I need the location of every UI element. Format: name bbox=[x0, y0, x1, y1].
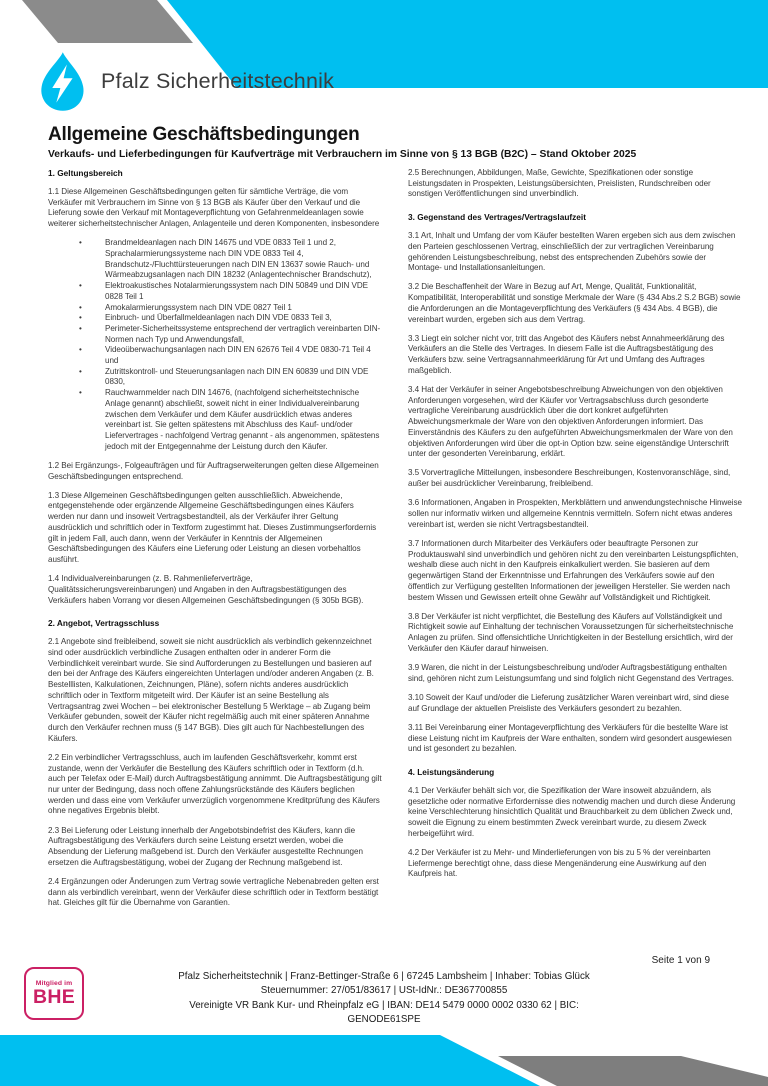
footer bbox=[84, 970, 684, 1027]
page-title: Allgemeine Geschäftsbedingungen bbox=[48, 124, 360, 145]
page-number: Seite 1 von 9 bbox=[651, 955, 710, 966]
paragraph: 3.6 Informationen, Angaben in Prospekten, Merkblättern und anwendungstechnische Hinweise sollen nur informativ wirken und allgemeine Kenntnis vermitteln. Sofern nicht etwas anderes vereinbart ist, werden sie nicht Vertragsbestandteil. bbox=[408, 498, 742, 529]
section-heading: 3. Gegenstand des Vertrages/Vertragslaufzeit bbox=[408, 212, 586, 223]
din-standards-list bbox=[48, 238, 382, 452]
right-column bbox=[408, 168, 742, 917]
bullet-item: • Brandmeldeanlagen nach DIN 14675 und VDE 0833 Teil 1 und 2, Sprachalarmierungssysteme nach DIN VDE 0833 Teil 4, Brandschutz-/Fluchttürsteuerungen nach DIN EN 13637 sowie Rauch- und Wärmeabzugsanlagen nach DIN 18232 (Anlagentechnischer Brandschutz), bbox=[105, 238, 382, 281]
paragraph: 4.1 Der Verkäufer behält sich vor, die Spezifikation der Ware insoweit abzuändern, als gesetzliche oder normative Erfordernisse dies notwendig machen und durch diese Änderung keine Verschlechterung hinsichtlich Qualität und Brauchbarkeit zu dem üblichen Zweck und, soweit die Eignung zu einem bestimmten Zweck vereinbart wurde, zu diesem Zweck herbeigeführt wird. bbox=[408, 785, 736, 838]
paragraph: 1.2 Bei Ergänzungs-, Folgeaufträgen und für Auftragserweiterungen gelten diese Allgemeinen Geschäftsbedingungen entsprechend. bbox=[48, 460, 379, 481]
lightning-bolt-flame-icon bbox=[36, 50, 88, 113]
bullet-item: • Zutrittskontroll- und Steuerungsanlagen nach DIN EN 60839 und DIN VDE 0830, bbox=[105, 367, 382, 388]
bullet-item: • Videoüberwachungsanlagen nach DIN EN 62676 Teil 4 VDE 0830-71 Teil 4 und bbox=[105, 345, 382, 366]
bhe-membership-badge bbox=[24, 967, 84, 1020]
bullet-item: • Amokalarmierungssystem nach DIN VDE 0827 Teil 1 bbox=[105, 303, 382, 314]
paragraph: 1.4 Individualvereinbarungen (z. B. Rahmenlieferverträge, Qualitätssicherungsvereinbarungen) und Angaben in den Auftragsbestätigungen des Verkäufers haben Vorrang vor diesen Allgemeinen Geschäftsbedingungen (§ 305b BGB). bbox=[48, 574, 364, 605]
footer-tax-line: Steuernummer: 27/051/83617 | USt-IdNr.: DE367700855 bbox=[260, 985, 508, 997]
paragraph: 2.4 Ergänzungen oder Änderungen zum Vertrag sowie vertragliche Nebenabreden gelten erst dann als verbindlich vereinbart, wenn der Verkäufer diese schriftlich oder in Textform bestätigt hat. Gleiches gilt für die Übernahme von Garantien. bbox=[48, 876, 379, 908]
bullet-item: • Rauchwarnmelder nach DIN 14676, (nachfolgend sicherheitstechnische Anlage genannt) abschließt, soweit nicht in einer Individualvereinbarung zwischen dem Verkäufer und dem Käufer ausdrücklich etwas anderes vereinbart ist. Sie gelten spätestens mit Abschluss des Kauf- und/oder Liefervertrages - nachfolgend Vertrag genannt - als angenommen, spätestens jedoch mit der Entgegennahme der Leistung durch den Käufer. bbox=[105, 388, 382, 452]
paragraph: 3.1 Art, Inhalt und Umfang der vom Käufer bestellten Waren ergeben sich aus dem zwischen den Parteien geschlossenen Vertrag, einschließlich der zur vertraglichen Vereinbarung gehörenden Leistungsbeschreibung, nebst des entsprechenden Zubehörs sowie der Montage- und Installationsanleitungen. bbox=[408, 231, 736, 273]
section-heading: 1. Geltungsbereich bbox=[48, 168, 123, 178]
brand-name: Pfalz Sicherheitstechnik bbox=[101, 69, 335, 93]
paragraph: 2.1 Angebote sind freibleibend, soweit sie nicht ausdrücklich als verbindlich gekennzeichnet sind oder ausdrücklich verbindliche Zusagen enthalten oder in anderer Form die Verbindlichkeit vereinbart wurde. Sie sind Aufforderungen zu Bestellungen und basieren auf den bei der Anfrage des Käufers eingereichten Unterlagen und/oder anderen Angaben (z. B. Bestelllisten, Kalkulationen, Zeichnungen, Pläne), sofern nichts anderes ausdrücklich schriftlich oder in Textform mitgeteilt wird. Der Käufer ist an seine Bestellung als Vertragsantrag zwei Wochen – bei elektronischer Bestellung 5 Werktage – ab Zugang beim Verkäufer gebunden, soweit der Käufer nicht regelmäßig auch mit einer späteren Annahme durch den Verkäufer rechnen muss (§ 147 BGB). Dies gilt auch für Nachbestellungen des Käufers. bbox=[48, 637, 374, 743]
paragraph: 3.10 Soweit der Kauf und/oder die Lieferung zusätzlicher Waren vereinbart wird, sind diese auf Grundlage der aktuellen Preisliste des Verkäufers gesondert zu bezahlen. bbox=[408, 692, 729, 713]
paragraph: 2.2 Ein verbindlicher Vertragsschluss, auch im laufenden Geschäftsverkehr, kommt erst zustande, wenn der Verkäufer die Bestellung des Käufers schriftlich oder in Textform (d.h. auch per Telefax oder E-Mail) durch Auftragsbestätigung annimmt. Die Auftragsbestätigung gilt nur unter der Bedingung, dass noch offene Zahlungsrückstände des Käufers beglichen werden und dass eine vom Verkäufer unverzüglich vorgenommene Kreditprüfung des Käufers ohne negatives Ergebnis bleibt. bbox=[48, 752, 382, 816]
paragraph: 4.2 Der Verkäufer ist zu Mehr- und Minderlieferungen von bis zu 5 % der vereinbarten Liefermenge berechtigt ohne, dass diese Mengenänderung eine Auswirkung auf den Kaufpreis hat. bbox=[408, 847, 711, 879]
bullet-item: • Elektroakustisches Notalarmierungssystem nach DIN 50849 und DIN VDE 0828 Teil 1 bbox=[105, 281, 382, 302]
title-block bbox=[48, 124, 748, 160]
paragraph: 3.7 Informationen durch Mitarbeiter des Verkäufers oder beauftragte Personen zur Produktauswahl sind unverbindlich und gehören nicht zu den vereinbarten Leistungspflichten, weshalb diese auch nicht in den Kaufpreis einkalkuliert werden. Sie basieren auf dem gegenwärtigen Stand der Erkenntnisse und Erfahrungen des Verkäufers sowie auf den öffentlich zur Verfügung gestellten Informationen der jeweiligen Hersteller. Sie werden nach bestem Wissen und Gewissen erteilt ohne Gewähr auf Vollständigkeit und Richtigkeit. bbox=[408, 538, 739, 602]
footer-bic-line: GENODE61SPE bbox=[347, 1013, 421, 1025]
paragraph: 3.9 Waren, die nicht in der Leistungsbeschreibung und/oder Auftragsbestätigung enthalten sind, gehören nicht zum Leistungsumfang und sind folglich nicht Gegenstand des Vertrages. bbox=[408, 663, 734, 683]
paragraph: 1.3 Diese Allgemeinen Geschäftsbedingungen gelten ausschließlich. Abweichende, entgegenstehende oder ergänzende Allgemeine Geschäftsbedingungen eines Käufers werden nur dann und insoweit Vertragsbestandteil, als der Verkäufer ihrer Geltung ausdrücklich und schriftlich oder in Textform zugestimmt hat. Dieses Zustimmungserfordernis gilt in jedem Fall, auch dann, wenn der Verkäufer in Kenntnis der Allgemeinen Geschäftsbedingungen des Käufers eine Lieferung oder Leistung an diesen vorbehaltlos ausführt. bbox=[48, 490, 377, 564]
paragraph: 1.1 Diese Allgemeinen Geschäftsbedingungen gelten für sämtliche Verträge, die vom Verkäufer mit Verbrauchern im Sinne von § 13 BGB als Käufer über den Verkauf und die Lieferung sowie den Verkauf mit Montageverpflichtung von Gefahrenmeldeanlagen sowie weiterer sicherheitstechnischer Anlagen, Anlagenteile und deren Komponenten, insbesondere bbox=[48, 187, 380, 229]
section-heading: 4. Leistungsänderung bbox=[408, 766, 495, 777]
paragraph: 2.3 Bei Lieferung oder Leistung innerhalb der Angebotsbindefrist des Käufers, kann die Auftragsbestätigung des Verkäufers durch seine Leistung ersetzt werden, wobei die Absendung der Lieferung maßgebend ist. Durch den Verkäufer ausgestellte Rechnungen ersetzen die Auftragsbestätigung, wobei der Zugang der Rechnung maßgebend ist. bbox=[48, 825, 363, 867]
bullet-item: • Einbruch- und Überfallmeldeanlagen nach DIN VDE 0833 Teil 3, bbox=[105, 313, 382, 324]
left-column bbox=[48, 168, 382, 917]
footer-address-line: Pfalz Sicherheitstechnik | Franz-Bettinger-Straße 6 | 67245 Lambsheim | Inhaber: Tobias Glück bbox=[178, 971, 590, 982]
paragraph: 3.5 Vorvertragliche Mitteilungen, insbesondere Beschreibungen, Kostenvoranschläge, sind, außer bei ausdrücklicher Vereinbarung, freibleibend. bbox=[408, 468, 731, 489]
paragraph: 3.4 Hat der Verkäufer in seiner Angebotsbeschreibung Abweichungen von den objektiven Anforderungen vorgesehen, wird der Käufer vor Vertragsabschluss durch gesonderte vertragliche Vereinbarung ausdrücklich über die dort konkret aufgeführten Abweichungsmerkmale der Ware von den objektiven Anforderungen informiert. Das Einverständnis des Käufers zu den aufgeführten Abweichungsmerkmalen der Ware von den objektiven Anforderungen wird über die opt-in Option bzw. seine eigenständige Unterschrift unter der gesonderten Vereinbarung, erklärt. bbox=[408, 385, 733, 459]
page-subtitle: Verkaufs- und Lieferbedingungen für Kaufverträge mit Verbrauchern im Sinne von § 13 BGB (B2C) – Stand Oktober 2025 bbox=[48, 149, 637, 160]
section-heading: 2. Angebot, Vertragsschluss bbox=[48, 618, 160, 629]
paragraph: 3.8 Der Verkäufer ist nicht verpflichtet, die Bestellung des Käufers auf Vollständigkeit und Richtigkeit sowie auf Einhaltung der technischen Voraussetzungen für sicherheitstechnische Anlagen zu prüfen. Sind offensichtliche Unrichtigkeiten in der Bestellung ersichtlich, wird der Verkäufer den Käufer darauf hinweisen. bbox=[408, 611, 734, 653]
badge-member-label: Mitglied im bbox=[35, 979, 73, 987]
paragraph: 3.3 Liegt ein solcher nicht vor, tritt das Angebot des Käufers nebst Annahmeerklärung des Verkäufers an die Stelle des Vertrages. In diesem Falle ist die Auftragsbestätigung des Verkäufers bzw. seine Vertragsannahmeerklärung für Art und Umfang des Auftrages maßgeblich. bbox=[408, 333, 725, 375]
paragraph: 2.5 Berechnungen, Abbildungen, Maße, Gewichte, Spezifikationen oder sonstige Leistungsdaten in Prospekten, Leistungsübersichten, Preislisten, Rundschreiben oder sonstigen Veröffentlichungen sind unverbindlich. bbox=[408, 168, 711, 199]
bullet-item: • Perimeter-Sicherheitssysteme entsprechend der vertraglich vereinbarten DIN-Normen nach Typ und Anwendungsfall, bbox=[105, 324, 382, 345]
paragraph: 3.11 Bei Vereinbarung einer Montageverpflichtung des Verkäufers für die bestellte Ware ist diese Leistung nicht im Kaufpreis der Ware enthalten, sondern wird gesondert ausgewiesen und ist gesondert zu bezahlen. bbox=[408, 722, 732, 754]
paragraph: 3.2 Die Beschaffenheit der Ware in Bezug auf Art, Menge, Qualität, Funktionalität, Kompatibilität, Interoperabilität und sonstige Merkmale der Ware (§ 434 Abs.2 S.2 BGB) sowie die Anforderungen an die Montageverpflichtung des Verkäufers (§ 434 Abs. 4 BGB), die vereinbart wurden, ergeben sich aus dem Vertrag. bbox=[408, 282, 741, 324]
document-body bbox=[48, 168, 742, 917]
brand-logo bbox=[36, 50, 334, 113]
footer-bank-line: Vereinigte VR Bank Kur- und Rheinpfalz eG | IBAN: DE14 5479 0000 0002 0330 62 | BIC: bbox=[189, 999, 579, 1011]
badge-org-label: BHE bbox=[32, 985, 76, 1008]
